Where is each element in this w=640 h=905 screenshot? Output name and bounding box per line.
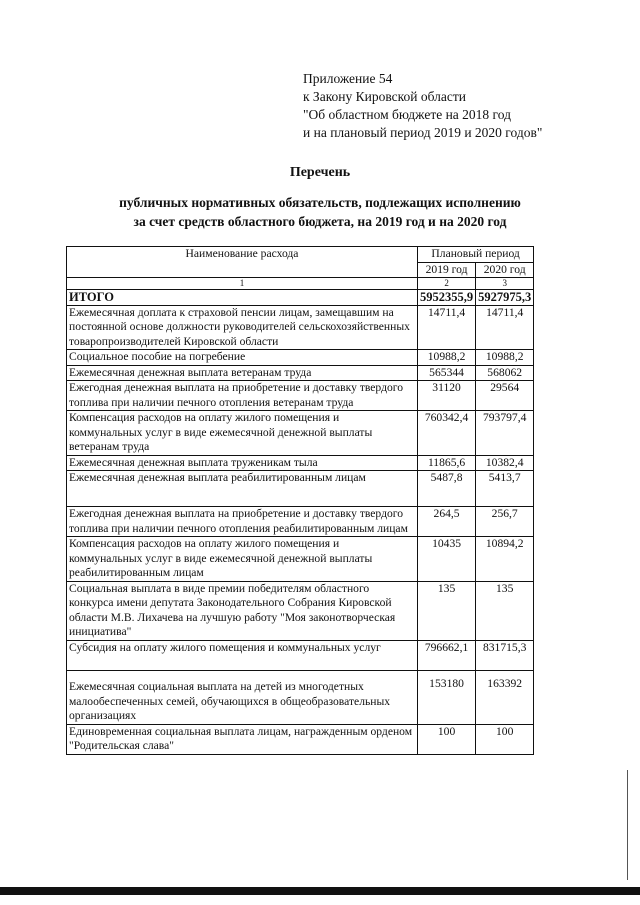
table-row [67, 670, 534, 724]
row-2020: 10988,2 [476, 350, 534, 366]
table-row [67, 471, 534, 507]
row-2020: 256,7 [476, 507, 534, 537]
row-2019: 5487,8 [418, 471, 476, 507]
header-name: Наименование расхода [67, 247, 418, 278]
header-2019: 2019 год [418, 262, 476, 278]
row-name: Социальная выплата в виде премии победителям областного конкурса имени депутата Законодательного Собрания Кировской области М.В. Лихачева на лучшую работу "Моя законотворческая инициатива" [67, 581, 418, 640]
row-name: Ежемесячная денежная выплата труженикам тыла [67, 455, 418, 471]
appendix-line: к Закону Кировской области [303, 89, 467, 104]
document-subtitle [40, 193, 600, 231]
row-2019: 135 [418, 581, 476, 640]
row-2019: 10988,2 [418, 350, 476, 366]
row-name: Социальное пособие на погребение [67, 350, 418, 366]
row-2019: 10435 [418, 537, 476, 582]
row-2019: 760342,4 [418, 411, 476, 456]
table-row [67, 455, 534, 471]
row-name: Ежемесячная денежная выплата ветеранам труда [67, 365, 418, 381]
table-row [67, 507, 534, 537]
row-2019: 31120 [418, 381, 476, 411]
subtitle-line: публичных нормативных обязательств, подлежащих исполнению [119, 195, 521, 210]
table-row [67, 365, 534, 381]
table-row [67, 411, 534, 456]
row-name: Компенсация расходов на оплату жилого помещения и коммунальных услуг в виде ежемесячной денежной выплаты реабилитированным лицам [67, 537, 418, 582]
row-name: Субсидия на оплату жилого помещения и коммунальных услуг [67, 640, 418, 670]
row-2020: 163392 [476, 670, 534, 724]
table-row [67, 537, 534, 582]
table-row [67, 640, 534, 670]
row-2019: 565344 [418, 365, 476, 381]
table-row [67, 381, 534, 411]
appendix-header [303, 70, 542, 142]
scan-edge-mark [627, 770, 628, 880]
row-2019: 796662,1 [418, 640, 476, 670]
col-number: 1 [67, 278, 418, 290]
row-2019: 264,5 [418, 507, 476, 537]
row-name: Ежемесячная социальная выплата на детей из многодетных малообеспеченных семей, обучающихся в общеобразовательных организациях [67, 670, 418, 724]
header-period: Плановый период [418, 247, 534, 263]
appendix-line: "Об областном бюджете на 2018 год [303, 107, 511, 122]
row-2020: 14711,4 [476, 305, 534, 350]
row-name: Компенсация расходов на оплату жилого помещения и коммунальных услуг в виде ежемесячной денежной выплаты ветеранам труда [67, 411, 418, 456]
appendix-line: Приложение 54 [303, 71, 393, 86]
row-2019: 11865,6 [418, 455, 476, 471]
row-2020: 10894,2 [476, 537, 534, 582]
table-row [67, 350, 534, 366]
row-2020: 29564 [476, 381, 534, 411]
obligations-table [66, 246, 534, 755]
header-2020: 2020 год [476, 262, 534, 278]
col-number: 3 [476, 278, 534, 290]
row-2020: 793797,4 [476, 411, 534, 456]
scan-bottom-bar [0, 887, 640, 895]
total-label: ИТОГО [67, 290, 418, 306]
row-2020: 100 [476, 724, 534, 754]
table-row [67, 581, 534, 640]
table-row [67, 724, 534, 754]
row-name: Единовременная социальная выплата лицам, награжденным орденом "Родительская слава" [67, 724, 418, 754]
row-2019: 14711,4 [418, 305, 476, 350]
row-2020: 135 [476, 581, 534, 640]
row-2020: 10382,4 [476, 455, 534, 471]
row-name: Ежегодная денежная выплата на приобретение и доставку твердого топлива при наличии печного отопления ветеранам труда [67, 381, 418, 411]
row-2019: 100 [418, 724, 476, 754]
col-number: 2 [418, 278, 476, 290]
table-row [67, 305, 534, 350]
row-name: Ежегодная денежная выплата на приобретение и доставку твердого топлива при наличии печного отопления реабилитированным лицам [67, 507, 418, 537]
row-name: Ежемесячная доплата к страховой пенсии лицам, замещавшим на постоянной основе должности руководителей сельскохозяйственных товаропроизводителей Кировской области [67, 305, 418, 350]
total-2020: 5927975,3 [476, 290, 534, 306]
row-2020: 568062 [476, 365, 534, 381]
row-name: Ежемесячная денежная выплата реабилитированным лицам [67, 471, 418, 507]
row-2020: 831715,3 [476, 640, 534, 670]
document-title: Перечень [289, 165, 351, 180]
row-2019: 153180 [418, 670, 476, 724]
row-2020: 5413,7 [476, 471, 534, 507]
subtitle-line: за счет средств областного бюджета, на 2019 год и на 2020 год [133, 214, 507, 229]
total-2019: 5952355,9 [418, 290, 476, 306]
appendix-line: и на плановый период 2019 и 2020 годов" [303, 125, 543, 140]
